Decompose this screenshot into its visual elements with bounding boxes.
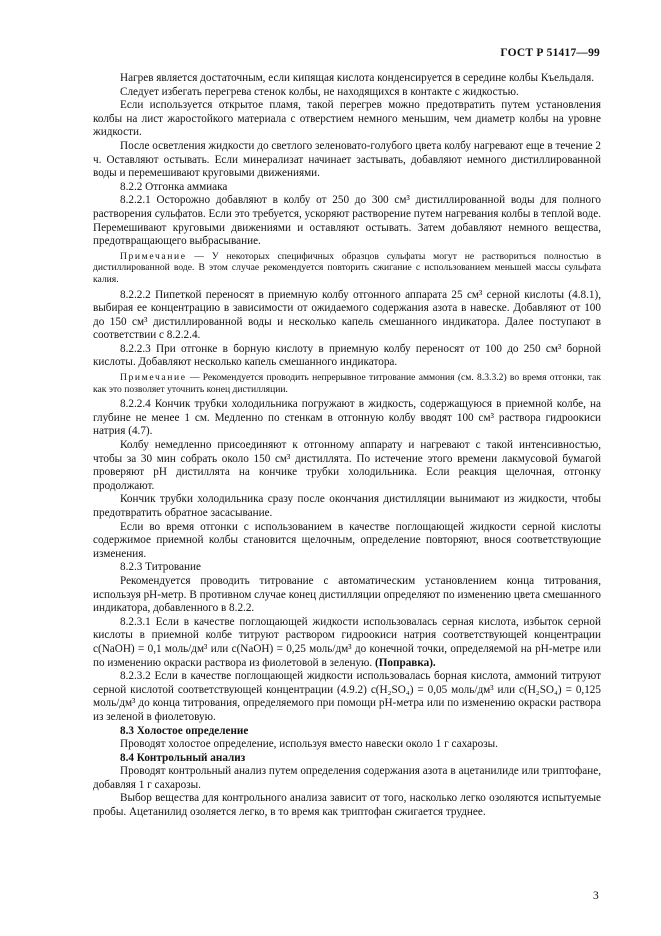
- paragraph: 8.2.2.4 Кончик трубки холодильника погружают в жидкость, содержащуюся в приемной колбе, на глубине не менее 1 см. Медленно по стенкам в отгонную колбу вводят 100 см³ раствора гидроокиси натрия (4.7).: [93, 398, 601, 438]
- paragraph-text: 8.2.3.1 Если в качестве поглощающей жидкости использовалась серная кислота, избыток серной кислоты в приемной колбе титруют раствором гидроокиси натрия соответствующей концентрации c(NaOH) = 0,1 моль/дм³ или c(NaOH) = 0,25 моль/дм³ до конечной точки, определяемой на pH-метре или по изменению окраски раствора из фиолетовой в зеленую.: [93, 615, 601, 669]
- heading-text: 8.3 Холостое определение: [120, 724, 249, 737]
- paragraph: Кончик трубки холодильника сразу после окончания дистилляции вынимают из жидкости, чтобы предотвратить обратное засасывание.: [93, 493, 601, 519]
- correction-mark: (Поправка).: [375, 656, 436, 669]
- paragraph: После осветления жидкости до светлого зеленовато-голубого цвета колбу нагревают еще в течение 2 ч. Оставляют остывать. Если минерализат начинает застывать, добавляют немного дистиллированной воды и перемешивают круговыми движениями.: [93, 139, 601, 180]
- paragraph: [93, 616, 601, 670]
- note-text: — У некоторых специфичных образцов сульфаты могут не раствориться полностью в дистиллированной воде. В этом случае рекомендуется повторить сжигание с использованием меньшей массы сульфата калия.: [93, 250, 601, 285]
- paragraph: 8.2.2.3 При отгонке в борную кислоту в приемную колбу переносят от 100 до 250 см³ борной кислоты. Добавляют несколько капель смешанного индикатора.: [93, 342, 601, 369]
- section-heading: 8.2.3 Титрование: [120, 561, 201, 574]
- note-text: — Рекомендуется проводить непрерывное титрование аммония (см. 8.3.3.2) во время отгонки, так как это позволяет уточнить конец дистилляции.: [93, 372, 601, 395]
- paragraph: Выбор вещества для контрольного анализа зависит от того, насколько легко озоляются испытуемые пробы. Ацетанилид озоляется легко, в то время как триптофан сжигается труднее.: [93, 792, 601, 819]
- note-label: Примечание: [120, 372, 187, 384]
- paragraph: Проводят холостое определение, используя вместо навески около 1 г сахарозы.: [120, 738, 498, 751]
- heading-text: 8.4 Контрольный анализ: [120, 751, 246, 764]
- paragraph: 8.2.2.2 Пипеткой переносят в приемную колбу отгонного аппарата 25 см³ серной кислоты (4.8.1), выбирая ее концентрацию в зависимости от ожидаемого содержания азота в навеске. Добавляют от 100 до 150 см³ дистиллированной воды и несколько капель смешанного индикатора. Далее поступают в соответствии с 8.2.2.4.: [93, 288, 601, 342]
- paragraph: Рекомендуется проводить титрование с автоматическим установлением конца титрования, используя pH-метр. В противном случае конец дистилляции определяют по изменению цвета смешанного индикатора, добавленного в 8.2.2.: [93, 574, 601, 615]
- note: [93, 251, 601, 286]
- note-label: Примечание: [120, 250, 187, 262]
- paragraph: Проводят контрольный анализ путем определения содержания азота в ацетанилиде или триптофане, добавляя 1 г сахарозы.: [93, 765, 601, 791]
- section-heading: [93, 752, 601, 766]
- paragraph: 8.2.3.2 Если в качестве поглощающей жидкости использовалась борная кислота, аммоний титруют серной кислотой соответствующей концентрации (4.9.2) c(H₂SO₄) = 0,05 моль/дм³ или c(H₂SO₄) = 0,125 моль/дм³ до конца титрования, определяемого при помощи pH-метра или по изменению окраски раствора из зеленой в фиолетовую.: [93, 670, 601, 723]
- paragraph: Колбу немедленно присоединяют к отгонному аппарату и нагревают с такой интенсивностью, чтобы за 30 мин собрать около 150 см³ дистиллята. По истечение этого времени лакмусовой бумагой проверяют pH дистиллята на кончике трубки холодильника. Если реакция щелочная, отгонку продолжают.: [93, 439, 601, 492]
- page-number: 3: [593, 890, 599, 902]
- paragraph: Нагрев является достаточным, если кипящая кислота конденсируется в середине колбы Къельдаля.: [120, 72, 595, 84]
- paragraph: Следует избегать перегрева стенок колбы, не находящихся в контакте с жидкостью.: [120, 85, 519, 98]
- note: [93, 372, 601, 395]
- document-header: ГОСТ Р 51417—99: [500, 47, 600, 59]
- document-body: [93, 72, 601, 820]
- paragraph: 8.2.2.1 Осторожно добавляют в колбу от 250 до 300 см³ дистиллированной воды для полного растворения сульфатов. Если это требуется, ускоряют растворение путем нагревания колбы в теплой воде. Перемешивают круговыми движениями и оставляют остывать. Затем добавляют немного вещества, предотвращающего выбрасывание.: [93, 194, 601, 248]
- section-heading: [93, 725, 601, 739]
- paragraph: Если используется открытое пламя, такой перегрев можно предотвратить путем установления колбы на лист жаростойкого материала с отверстием немного меньшим, чем диаметр колбы на уровне жидкости.: [93, 99, 601, 139]
- paragraph: Если во время отгонки с использованием в качестве поглощающей жидкости серной кислоты содержимое приемной колбы становится щелочным, определение повторяют, внося соответствующие изменения.: [93, 520, 601, 560]
- section-heading: 8.2.2 Отгонка аммиака: [120, 180, 228, 193]
